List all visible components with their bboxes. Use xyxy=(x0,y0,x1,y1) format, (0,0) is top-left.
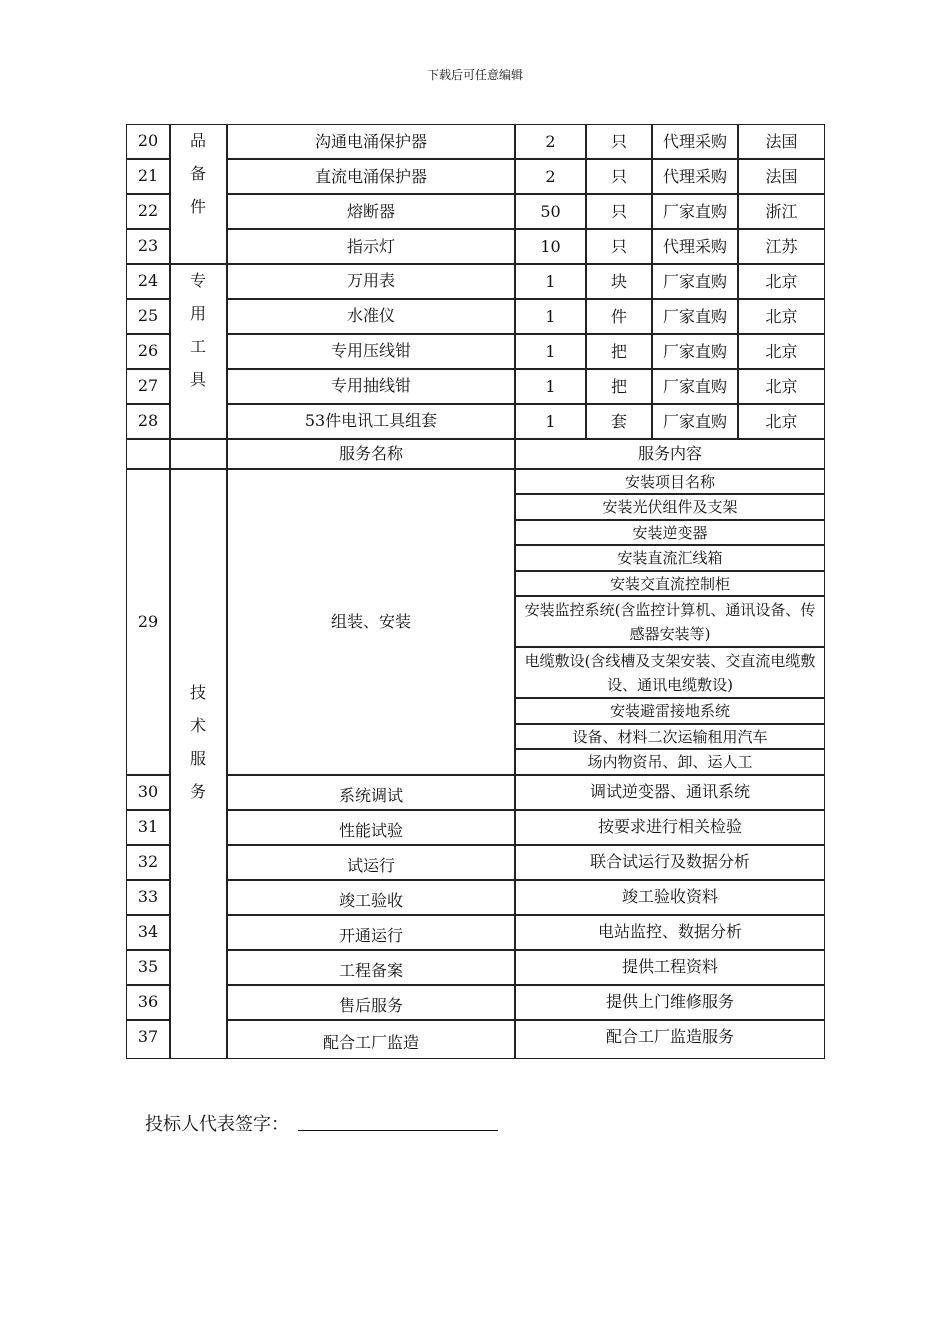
item-method: 厂家直购 xyxy=(652,334,738,369)
item-method: 厂家直购 xyxy=(652,404,738,439)
row-no: 24 xyxy=(126,264,170,299)
item-origin: 法国 xyxy=(738,159,825,194)
service-content: 按要求进行相关检验 xyxy=(515,810,825,845)
item-origin: 北京 xyxy=(738,404,825,439)
item-qty: 1 xyxy=(515,369,586,404)
signature-label: 投标人代表签字： xyxy=(145,1114,289,1135)
item-name: 万用表 xyxy=(227,264,515,299)
install-item: 安装直流汇线箱 xyxy=(515,545,825,571)
install-item: 场内物资吊、卸、运人工 xyxy=(515,749,825,775)
item-qty: 1 xyxy=(515,404,586,439)
service-content: 电站监控、数据分析 xyxy=(515,915,825,950)
item-method: 代理采购 xyxy=(652,159,738,194)
item-unit: 件 xyxy=(586,299,652,334)
item-unit: 只 xyxy=(586,124,652,159)
row-no: 30 xyxy=(126,775,170,810)
item-method: 代理采购 xyxy=(652,124,738,159)
item-method: 厂家直购 xyxy=(652,264,738,299)
item-name: 53件电讯工具组套 xyxy=(227,404,515,439)
group-special-tools-label: 专 用 工 具 xyxy=(189,271,206,389)
service-content: 调试逆变器、通讯系统 xyxy=(515,775,825,810)
item-unit: 只 xyxy=(586,159,652,194)
row-no: 34 xyxy=(126,915,170,950)
item-unit: 套 xyxy=(586,404,652,439)
item-origin: 北京 xyxy=(738,334,825,369)
row-no: 21 xyxy=(126,159,170,194)
item-name: 水准仪 xyxy=(227,299,515,334)
row-no: 29 xyxy=(126,469,170,775)
service-content: 联合试运行及数据分析 xyxy=(515,845,825,880)
service-content: 配合工厂监造服务 xyxy=(515,1020,825,1059)
row-no: 27 xyxy=(126,369,170,404)
item-name: 熔断器 xyxy=(227,194,515,229)
header-blank xyxy=(126,439,170,469)
service-name: 试运行 xyxy=(227,845,515,880)
item-origin: 北京 xyxy=(738,369,825,404)
group-tech-service-label: 技 术 服 务 xyxy=(189,683,206,801)
service-content: 提供工程资料 xyxy=(515,950,825,985)
row-no: 28 xyxy=(126,404,170,439)
service-name: 配合工厂监造 xyxy=(227,1020,515,1059)
signature-line[interactable] xyxy=(298,1130,498,1131)
item-unit: 块 xyxy=(586,264,652,299)
row-no: 37 xyxy=(126,1020,170,1059)
install-item: 安装项目名称 xyxy=(515,469,825,494)
service-name: 开通运行 xyxy=(227,915,515,950)
install-item: 电缆敷设(含线槽及支架安装、交直流电缆敷设、通讯电缆敷设) xyxy=(515,647,825,698)
item-method: 代理采购 xyxy=(652,229,738,264)
row-no: 23 xyxy=(126,229,170,264)
service-name: 售后服务 xyxy=(227,985,515,1020)
item-qty: 1 xyxy=(515,334,586,369)
service-name: 工程备案 xyxy=(227,950,515,985)
item-qty: 2 xyxy=(515,124,586,159)
item-name: 直流电涌保护器 xyxy=(227,159,515,194)
item-origin: 江苏 xyxy=(738,229,825,264)
item-method: 厂家直购 xyxy=(652,369,738,404)
install-item: 安装光伏组件及支架 xyxy=(515,494,825,520)
install-item: 安装逆变器 xyxy=(515,520,825,545)
service-content: 竣工验收资料 xyxy=(515,880,825,915)
install-item: 安装交直流控制柜 xyxy=(515,571,825,596)
install-item: 设备、材料二次运输租用汽车 xyxy=(515,724,825,749)
row-no: 20 xyxy=(126,124,170,159)
item-name: 沟通电涌保护器 xyxy=(227,124,515,159)
service-name-header: 服务名称 xyxy=(227,439,515,469)
row-no: 25 xyxy=(126,299,170,334)
item-unit: 只 xyxy=(586,194,652,229)
item-qty: 10 xyxy=(515,229,586,264)
install-item: 安装避雷接地系统 xyxy=(515,698,825,724)
item-origin: 北京 xyxy=(738,264,825,299)
row-no: 35 xyxy=(126,950,170,985)
header-blank xyxy=(170,439,227,469)
item-origin: 北京 xyxy=(738,299,825,334)
item-origin: 浙江 xyxy=(738,194,825,229)
item-unit: 只 xyxy=(586,229,652,264)
item-method: 厂家直购 xyxy=(652,194,738,229)
install-item: 安装监控系统(含监控计算机、通讯设备、传感器安装等) xyxy=(515,596,825,647)
item-name: 指示灯 xyxy=(227,229,515,264)
equipment-service-table xyxy=(126,124,825,1059)
item-qty: 1 xyxy=(515,264,586,299)
item-qty: 50 xyxy=(515,194,586,229)
row-no: 31 xyxy=(126,810,170,845)
group-spare-parts-label: 品 备 件 xyxy=(189,131,206,216)
service-name: 组装、安装 xyxy=(227,469,515,775)
item-method: 厂家直购 xyxy=(652,299,738,334)
item-unit: 把 xyxy=(586,334,652,369)
item-name: 专用抽线钳 xyxy=(227,369,515,404)
service-content: 提供上门维修服务 xyxy=(515,985,825,1020)
item-unit: 把 xyxy=(586,369,652,404)
service-content-header: 服务内容 xyxy=(515,439,825,469)
page-header: 下载后可任意编辑 xyxy=(426,68,523,82)
row-no: 22 xyxy=(126,194,170,229)
item-name: 专用压线钳 xyxy=(227,334,515,369)
item-origin: 法国 xyxy=(738,124,825,159)
service-name: 系统调试 xyxy=(227,775,515,810)
row-no: 26 xyxy=(126,334,170,369)
service-name: 竣工验收 xyxy=(227,880,515,915)
row-no: 32 xyxy=(126,845,170,880)
row-no: 33 xyxy=(126,880,170,915)
item-qty: 1 xyxy=(515,299,586,334)
service-name: 性能试验 xyxy=(227,810,515,845)
item-qty: 2 xyxy=(515,159,586,194)
row-no: 36 xyxy=(126,985,170,1020)
